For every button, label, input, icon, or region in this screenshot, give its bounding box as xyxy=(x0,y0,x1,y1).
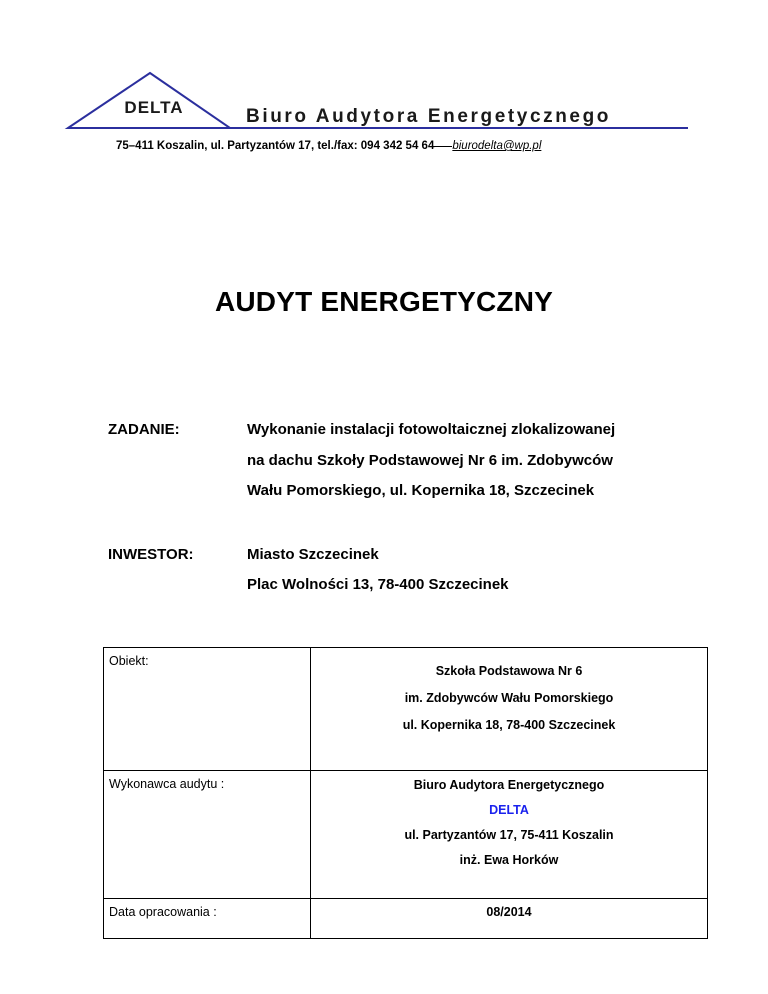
investor-line-2: Plac Wolności 13, 78-400 Szczecinek xyxy=(247,576,509,593)
contractor-value xyxy=(311,771,708,899)
object-line-3: ul. Kopernika 18, 78-400 Szczecinek xyxy=(402,718,616,732)
date-value xyxy=(311,899,708,939)
logo-text: DELTA xyxy=(124,98,184,117)
address-text: 75–411 Koszalin, ul. Partyzantów 17, tel./fax: 094 342 54 64 xyxy=(116,140,435,152)
email-link[interactable]: biurodelta@wp.pl xyxy=(452,140,542,152)
table-row xyxy=(104,648,708,771)
date-label: Data opracowania : xyxy=(104,899,311,939)
task-line-3: Wału Pomorskiego, ul. Kopernika 18, Szczecinek xyxy=(247,482,595,499)
document-title: AUDYT ENERGETYCZNY xyxy=(214,286,554,317)
company-logo xyxy=(60,70,700,140)
date-text: 08/2014 xyxy=(486,905,532,919)
contractor-line-4: inż. Ewa Horków xyxy=(459,853,559,867)
task-label: ZADANIE: xyxy=(108,421,180,438)
company-address xyxy=(116,140,676,152)
object-label: Obiekt: xyxy=(104,648,311,771)
contractor-line-2: DELTA xyxy=(489,803,529,817)
investor-label: INWESTOR: xyxy=(108,546,194,563)
contractor-label: Wykonawca audytu : xyxy=(104,771,311,899)
contractor-line-3: ul. Partyzantów 17, 75-411 Koszalin xyxy=(404,828,614,842)
company-name: Biuro Audytora Energetycznego xyxy=(246,106,612,127)
object-value xyxy=(311,648,708,771)
object-line-2: im. Zdobywców Wału Pomorskiego xyxy=(404,691,614,705)
table-row xyxy=(104,899,708,939)
object-line-1: Szkoła Podstawowa Nr 6 xyxy=(435,664,583,678)
task-line-1: Wykonanie instalacji fotowoltaicznej zlokalizowanej xyxy=(247,421,616,438)
info-table xyxy=(103,647,708,939)
contractor-line-1: Biuro Audytora Energetycznego xyxy=(413,778,605,792)
address-separator xyxy=(434,146,452,147)
task-line-2: na dachu Szkoły Podstawowej Nr 6 im. Zdobywców xyxy=(247,452,613,469)
table-row xyxy=(104,771,708,899)
investor-line-1: Miasto Szczecinek xyxy=(247,546,379,563)
